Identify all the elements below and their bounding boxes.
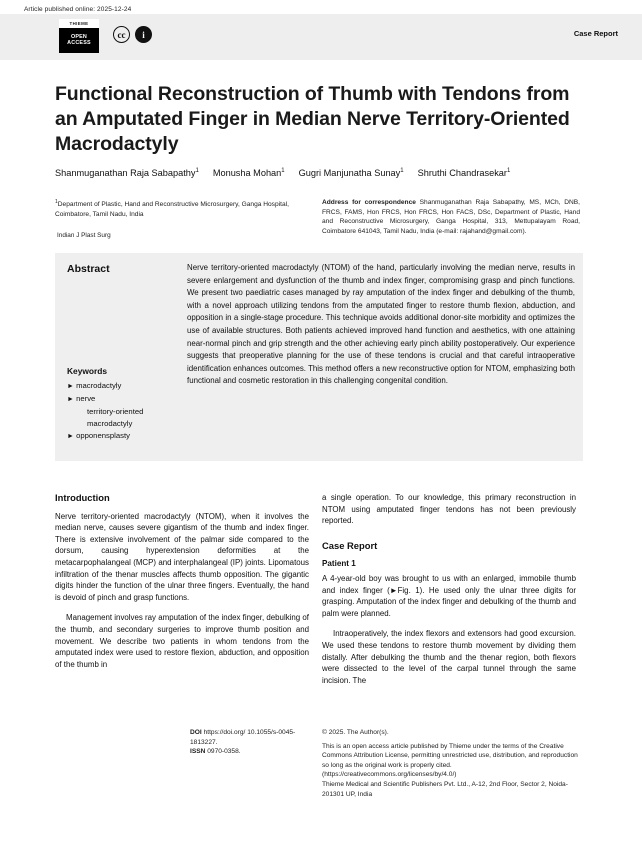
- keyword-text: nerve: [76, 394, 96, 403]
- issn-value: 0970-0358.: [207, 748, 241, 756]
- publication-date: Article published online: 2025-12-24: [24, 6, 132, 13]
- bullet-arrow-icon: ►: [67, 383, 74, 390]
- open-access-line1: OPEN: [70, 34, 88, 40]
- cc-icon: cc: [113, 26, 130, 43]
- abstract-body: Nerve territory-oriented macrodactyly (NTOM) of the hand, particularly involving the median nerve, results in severe enlargement and dysfunction of the thumb and index finger, compromising grasp and pinch functions. We present two paediatric cases managed by ray amputation of the index finger and debulking of the thumb, with a novel approach utilizing tendons from the amputated finger to restore thumb flexion, abduction, and opposition in a single-stage procedure. This technique avoids additional donor-site morbidity and optimizes the use of available structures. Both patients achieved improved hand function and aesthetics, with one attaining near-normal pinch and grip strength and the other achieving early pinch ability postoperatively. Our experience suggests that preoperative planning for the use of these tendons is crucial and that careful intraoperative identification enhances outcomes. This method offers a new reconstructive option for NTOM, emphasizing both functional and cosmetic restoration in this challenging congenital condition.: [187, 263, 575, 386]
- author-affil-marker: 1: [281, 168, 285, 174]
- paragraph: Intraoperatively, the index flexors and extensors had good excursion. We used these tendons to restore thumb movement by dividing them distally. After debulking the thumb and the thenar region, both flexors were dissected to the level of the carpal tunnel through the same incision. The: [322, 629, 576, 685]
- section-heading-case-report: Case Report: [322, 539, 378, 551]
- keyword-item: [67, 393, 177, 430]
- author-affil-marker: 1: [506, 168, 511, 174]
- issn-label: ISSN: [190, 748, 206, 756]
- author-name: Gugri Manjunatha Sunay: [298, 168, 401, 179]
- author-name: Monusha Mohan: [212, 168, 282, 179]
- paragraph: A 4-year-old boy was brought to us with an enlarged, immobile thumb and index finger (►Fig. 1). He used only the ulnar three digits for grasping. Amputation of the index finger and debulking of the thumb and palm were planned.: [322, 573, 576, 618]
- subsection-heading-patient-1: Patient 1: [322, 559, 356, 569]
- publisher-address: Thieme Medical and Scientific Publishers Pvt. Ltd., A-12, 2nd Floor, Sector 2, Noida-201301 UP, India: [322, 780, 568, 798]
- author-affil-marker: 1: [400, 168, 404, 174]
- open-access-logo: [59, 28, 99, 53]
- thieme-logo: THIEME: [59, 19, 99, 28]
- affiliation-text: Department of Plastic, Hand and Reconstructive Microsurgery, Ganga Hospital, Coimbatore, Tamil Nadu, India: [55, 201, 289, 218]
- author-affil-marker: 1: [195, 168, 199, 174]
- article-type-label: Case Report: [573, 29, 618, 38]
- keyword-text: opponensplasty: [76, 431, 130, 440]
- open-access-line2: ACCESS: [67, 40, 91, 46]
- correspondence-label: Address for correspondence: [322, 199, 416, 206]
- doi-label: DOI: [190, 729, 202, 736]
- keyword-item: [67, 380, 177, 393]
- affiliation-block: [55, 198, 305, 219]
- keywords-heading: Keywords: [67, 366, 108, 376]
- keyword-text: macrodactyly: [76, 381, 122, 390]
- section-heading-introduction: Introduction: [55, 492, 110, 503]
- author-list: [55, 168, 585, 178]
- author-name: Shanmuganathan Raja Sabapathy: [55, 168, 196, 179]
- body-column-right: [322, 492, 576, 686]
- abstract-heading: Abstract: [67, 263, 110, 275]
- footer-rights: [322, 728, 580, 799]
- footer-identifiers: [190, 728, 310, 757]
- keyword-item: [67, 430, 177, 443]
- keyword-text-cont: territory-oriented macrodactyly: [87, 407, 144, 428]
- body-column-left: [55, 492, 309, 670]
- correspondence-text: Shanmuganathan Raja Sabapathy, MS, MCh, DNB, FRCS, FAMS, Hon FRCS, Hon FRCS, Hon FACS, DSc, Department of Plastic, Hand and Reconstructive Microsurgery, Ganga Hospital, 313, Mettupalayam Road, Coimbatore 641043, Tamil Nadu, India (e-mail: rajahand@gmail.com).: [322, 199, 580, 235]
- paragraph-gap: [55, 603, 309, 612]
- page-title: Functional Reconstruction of Thumb with Tendons from an Amputated Finger in Median Nerve Territory-Oriented Macrodactyly: [55, 83, 570, 155]
- paragraph: a single operation. To our knowledge, this primary reconstruction in NTOM using amputated finger tendons has not been previously reported.: [322, 493, 576, 526]
- cc-by-icon: i: [135, 26, 152, 43]
- journal-name: Indian J Plast Surg: [57, 232, 111, 239]
- paragraph-gap: [322, 619, 576, 628]
- affiliation-marker: 1: [55, 199, 58, 205]
- license-text: This is an open access article published by Thieme under the terms of the Creative Commons Attribution License, permitting unrestricted use, distribution, and reproduction so long as the original work is properly cited. (https://creativecommons.org/licenses/by/4.0/): [322, 742, 578, 779]
- creative-commons-icons: [113, 26, 152, 43]
- copyright-line: © 2025. The Author(s).: [322, 729, 389, 736]
- author-name: Shruthi Chandrasekar: [417, 168, 507, 179]
- bullet-arrow-icon: ►: [67, 396, 74, 403]
- correspondence-block: [322, 198, 580, 236]
- paragraph: Nerve territory-oriented macrodactyly (NTOM), when it involves the median nerve, causes severe gigantism of the thumb and index finger. There is extensive involvement of the palmar side compared to the dorsum, causing hyperextension deformities at the metacarpophalangeal (MCP) and interphalangeal (IP) joints. Lipomatous infiltration of the thenar muscles affects thumb opposition. The gigantic digits hinder the function of the ulnar three fingers. Eventually, the hand is devoid of pinch and grasp functions.: [55, 511, 309, 602]
- doi-value[interactable]: https://doi.org/ 10.1055/s-0045-1813227.: [190, 729, 296, 746]
- keywords-list: [67, 380, 177, 443]
- bullet-arrow-icon: ►: [67, 433, 74, 440]
- paragraph: Management involves ray amputation of the index finger, debulking of the thumb, and secondary surgeries to improve thumb position and movement. We describe two patients in whom tendons from the amputated index were used to restore flexion, abduction, and opposition of the thumb in: [55, 613, 309, 669]
